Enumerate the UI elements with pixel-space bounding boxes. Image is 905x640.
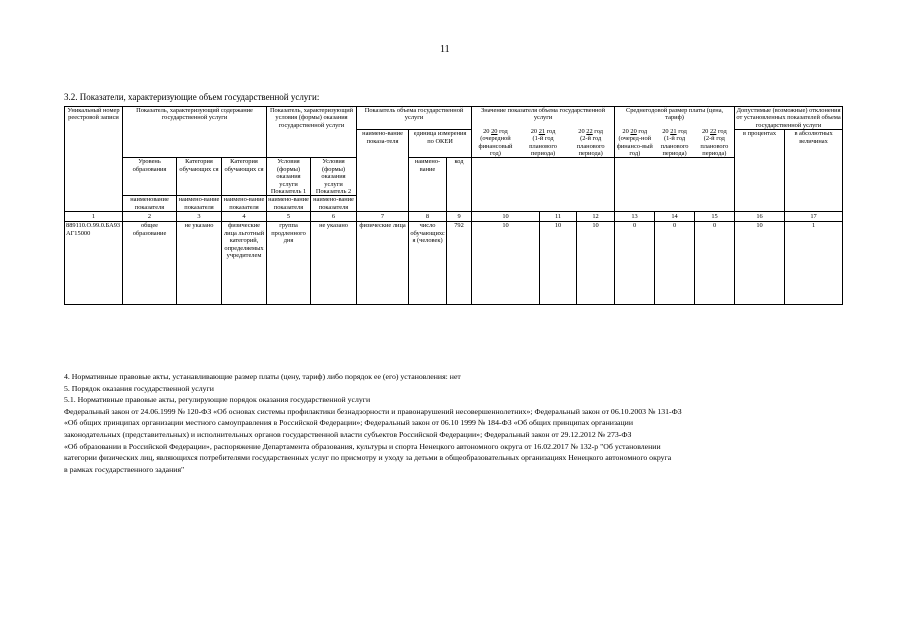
header-volume-name: наимено-вание показа-теля xyxy=(357,130,409,212)
cell-fee-2022: 0 xyxy=(695,222,735,305)
header-sub-3: Категория обучающих ся xyxy=(222,158,267,196)
note-line: категории физических лиц, являющихся потребителями государственных услуг по присмотру и уходу за детьми в общеобразовательных организациях Ненецкого автономного округа xyxy=(64,453,672,463)
header-subname-2: наимено-вание показателя xyxy=(177,196,222,212)
column-number: 15 xyxy=(695,212,735,222)
note-line: 5. Порядок оказания государственной услуги xyxy=(64,383,214,393)
header-percent: в процентах xyxy=(735,130,785,212)
cell-fee-2021: 0 xyxy=(655,222,695,305)
header-volume-value-group: Значение показателя объема государственной услуги 20 20 год (очередной финансовый год) 20 21 год (1-й год планового периода) 20 22 год (2-й год планового периода) xyxy=(472,107,615,158)
note-line: «Об общих принципах организации местного самоуправления в Российской Федерации»; Федеральный закон от 06.10 1999 № 184-ФЗ «Об общих принципах организации xyxy=(64,418,634,428)
header-subname-1: наименование показателя xyxy=(123,196,177,212)
header-unique-number: Уникальный номер реестровой записи xyxy=(65,107,123,212)
header-avg-fee-group: Среднегодовой размер платы (цена, тариф) 20 20 год (очеред-ной финансо-вый год) 20 21 год (1-й год планового периода) 20 22 год (2-й год планового периода) xyxy=(615,107,735,158)
column-number: 9 xyxy=(447,212,472,222)
cell-registry: 889110.О.99.0.БА93АГ15000 xyxy=(65,222,123,305)
header-unit-group: единица измерения по ОКЕИ xyxy=(409,130,472,158)
note-line: 5.1. Нормативные правовые акты, регулирующие порядок оказания государственной услуги xyxy=(64,395,371,405)
notes-block xyxy=(64,371,854,475)
cell-category-1: не указано xyxy=(177,222,222,305)
header-conditions-group: Показатель, характеризующий условия (формы) оказания государственной услуги xyxy=(267,107,357,158)
cell-volume-name: физические лица xyxy=(357,222,409,305)
cell-condition-1: группа продленного дня xyxy=(267,222,311,305)
section-title: 3.2. Показатели, характеризующие объем государственной услуги: xyxy=(64,92,320,102)
header-volume-value-empty xyxy=(472,158,615,212)
header-unit-code: код xyxy=(447,158,472,212)
header-sub-2: Категория обучающих ся xyxy=(177,158,222,196)
column-number: 3 xyxy=(177,212,222,222)
column-number: 5 xyxy=(267,212,311,222)
column-number: 11 xyxy=(540,212,577,222)
header-sub-1: Уровень образования xyxy=(123,158,177,196)
column-number: 10 xyxy=(472,212,540,222)
column-number: 6 xyxy=(311,212,357,222)
note-line: законодательных (представительных) и исполнительных органов государственной власти субъектов Российской Федерации»; Федеральный закон от 29.12.2012 № 273-ФЗ xyxy=(64,429,632,439)
note-line: Федеральный закон от 24.06.1999 № 120-ФЗ «Об основах системы профилактики безнадзорности и правонарушений несовершеннолетних»; Федеральный закон от 06.10.2003 № 131-ФЗ xyxy=(64,406,682,416)
column-number-row xyxy=(65,212,843,222)
cell-unit-name: число обучающихся (человек) xyxy=(409,222,447,305)
column-number: 1 xyxy=(65,212,123,222)
cell-deviation-absolute: 1 xyxy=(785,222,843,305)
cell-category-2: физические лица льготный категорий, определяемых учредителем xyxy=(222,222,267,305)
cell-value-2022: 10 xyxy=(577,222,615,305)
column-number: 13 xyxy=(615,212,655,222)
column-number: 8 xyxy=(409,212,447,222)
column-number: 17 xyxy=(785,212,843,222)
note-line: 4. Нормативные правовые акты, устанавливающие размер платы (цену, тариф) либо порядок ее (его) установления: нет xyxy=(64,372,461,381)
header-avg-fee-empty xyxy=(615,158,735,212)
column-number: 12 xyxy=(577,212,615,222)
header-row-3 xyxy=(65,158,843,196)
header-sub-4: Условия (формы) оказания услуги Показатель 1 xyxy=(267,158,311,196)
header-row-1 xyxy=(65,107,843,130)
header-subname-3: наимено-вание показателя xyxy=(222,196,267,212)
page-number: 11 xyxy=(440,44,450,55)
cell-education-level: общее образование xyxy=(123,222,177,305)
cell-value-2021: 10 xyxy=(540,222,577,305)
cell-value-2020: 10 xyxy=(472,222,540,305)
column-number: 4 xyxy=(222,212,267,222)
cell-unit-code: 792 xyxy=(447,222,472,305)
column-number: 16 xyxy=(735,212,785,222)
header-unit-name: наимено-вание xyxy=(409,158,447,212)
note-line: в рамках государственного задания" xyxy=(64,464,185,474)
cell-condition-2: не указано xyxy=(311,222,357,305)
cell-deviation-percent: 10 xyxy=(735,222,785,305)
volume-indicators-table xyxy=(64,106,843,305)
column-number: 7 xyxy=(357,212,409,222)
header-sub-5: Условия (формы) оказания услуги Показатель 2 xyxy=(311,158,357,196)
column-number: 14 xyxy=(655,212,695,222)
header-deviation-group: Допустимые (возможные) отклонения от установленных показателей объема государственной услуги xyxy=(736,107,841,129)
note-line: «Об образовании в Российской Федерации», распоряжение Департамента образования, культуры и спорта Ненецкого автономного округа от 16.02.2017 № 132-р "Об установлении xyxy=(64,441,661,451)
header-volume-group: Показатель объема государственной услуги xyxy=(357,107,472,130)
header-absolute: в абсолютных величинах xyxy=(785,130,843,212)
column-number: 2 xyxy=(123,212,177,222)
header-subname-4: наимено-вание показателя xyxy=(268,196,309,211)
cell-fee-2020: 0 xyxy=(615,222,655,305)
header-subname-5: наимено-вание показателя xyxy=(311,196,357,212)
table-row xyxy=(65,222,843,305)
header-content-group: Показатель, характеризующий содержание государственной услуги xyxy=(123,107,267,158)
